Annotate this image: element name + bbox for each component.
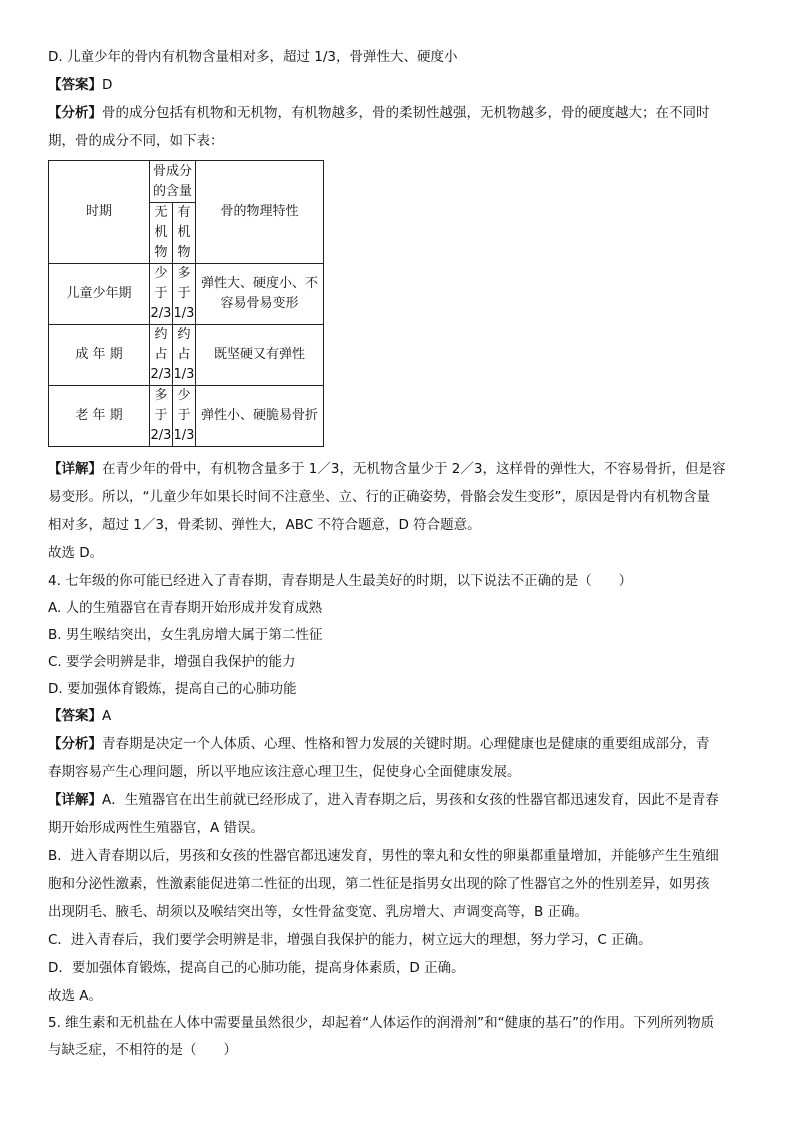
detail-tag: 【详解】 (48, 792, 102, 808)
cell-char: 约 (177, 327, 191, 342)
analysis-4-line (48, 734, 748, 754)
cell-char: 于 (154, 408, 168, 423)
table-row (49, 386, 324, 447)
row-organic (173, 325, 196, 386)
answer-tag: 【答案】 (48, 708, 102, 724)
choice-line: 故选 D。 (48, 545, 104, 561)
cell-char: 约 (154, 327, 168, 342)
analysis-4-line-2: 春期容易产生心理问题，所以平地应该注意心理卫生，促使身心全面健康发展。 (48, 764, 521, 780)
detail-4-line-5: 出现阴毛、腋毛、胡须以及喉结突出等，女性骨盆变宽、乳房增大、声调变高等，B 正确。 (48, 904, 589, 920)
cell-char: 1/3 (173, 306, 195, 321)
question-4-option-c: C. 要学会明辨是非，增强自我保护的能力 (48, 654, 296, 670)
cell-char: 少 (177, 388, 191, 403)
detail-4-line-4: 胞和分泌性激素，性激素能促进第二性征的出现，第二性征是指男女出现的除了性器官之外的性别差异，如男孩 (48, 876, 710, 892)
cell-char: 2/3 (150, 306, 172, 321)
header-property: 骨的物理特性 (196, 161, 324, 264)
header-content-line-1: 骨成分 (152, 163, 192, 179)
row-organic (173, 264, 196, 325)
answer-text: A (102, 708, 112, 724)
cell-char: 多 (154, 388, 168, 403)
header-inorganic-char: 机 (154, 225, 168, 240)
row-property: 弹性小、硬脆易骨折 (196, 386, 324, 447)
cell-char: 于 (177, 286, 191, 301)
cell-char: 于 (177, 408, 191, 423)
header-inorganic (150, 203, 173, 264)
cell-char: 占 (154, 347, 168, 362)
cell-char: 多 (177, 266, 191, 281)
question-4-option-b: B. 男生喉结突出，女生乳房增大属于第二性征 (48, 627, 323, 643)
header-inorganic-char: 无 (154, 205, 168, 220)
header-period: 时期 (49, 161, 150, 264)
analysis-tag: 【分析】 (48, 105, 102, 121)
header-content (150, 161, 196, 203)
detail-line-2: 易变形。所以，“儿童少年如果长时间不注意坐、立、行的正确姿势，骨骼会发生变形”，原因是骨内有机物含量 (48, 489, 710, 505)
detail-4-line-7: D．要加强体育锻炼，提高自己的心肺功能，提高身体素质，D 正确。 (48, 960, 465, 976)
row-property (196, 264, 324, 325)
detail-4-line-6: C．进入青春后，我们要学会明辨是非，增强自我保护的能力，树立远大的理想，努力学习，C 正确。 (48, 932, 652, 948)
row-inorganic (150, 386, 173, 447)
answer-line (48, 75, 748, 95)
detail-tag: 【详解】 (48, 461, 102, 477)
detail-text: A．生殖器官在出生前就已经形成了，进入青春期之后，男孩和女孩的性器官都迅速发育，因此不是青春 (102, 792, 719, 808)
cell-char: 1/3 (173, 367, 195, 382)
question-4-option-d: D. 要加强体育锻炼，提高自己的心肺功能 (48, 681, 297, 697)
table-row (49, 325, 324, 386)
table-row (49, 264, 324, 325)
question-4: 4. 七年级的你可能已经进入了青春期，青春期是人生最美好的时期，以下说法不正确的是（ ） (48, 573, 633, 589)
row-period: 成 年 期 (49, 325, 150, 386)
row-inorganic (150, 264, 173, 325)
analysis-line (48, 103, 748, 123)
property-line: 容易骨易变形 (220, 296, 299, 311)
question-4-option-a: A. 人的生殖器官在青春期开始形成并发育成熟 (48, 600, 323, 616)
detail-4-line-3: B．进入青春期以后，男孩和女孩的性器官都迅速发育，男性的睾丸和女性的卵巢都重量增加，并能够产生生殖细 (48, 848, 719, 864)
header-organic-char: 机 (177, 225, 191, 240)
analysis-text: 青春期是决定一个人体质、心理、性格和智力发展的关键时期。心理健康也是健康的重要组成部分，青 (102, 736, 710, 752)
detail-4-line (48, 790, 748, 810)
detail-line-3: 相对多，超过 1／3，骨柔韧、弹性大，ABC 不符合题意，D 符合题意。 (48, 517, 481, 533)
detail-4-line-2: 期开始形成两性生殖器官，A 错误。 (48, 820, 265, 836)
answer-text: D (102, 77, 113, 93)
detail-line (48, 459, 748, 479)
detail-text: 在青少年的骨中，有机物含量多于 1／3，无机物含量少于 2／3，这样骨的弹性大，不容易骨折，但是容 (102, 461, 726, 477)
header-content-line-2: 的含量 (152, 183, 192, 199)
header-organic-char: 物 (177, 245, 191, 260)
property-line: 弹性大、硬度小、不 (200, 276, 318, 291)
cell-char: 2/3 (150, 428, 172, 443)
header-organic (173, 203, 196, 264)
row-property: 既坚硬又有弹性 (196, 325, 324, 386)
cell-char: 占 (177, 347, 191, 362)
cell-char: 于 (154, 286, 168, 301)
choice-4-line: 故选 A。 (48, 988, 103, 1004)
question-5: 5. 维生素和无机盐在人体中需要量虽然很少，却起着“人体运作的润滑剂”和“健康的基石”的作用。下列所列物质 (48, 1015, 715, 1031)
question-5-line-2: 与缺乏症，不相符的是（ ） (48, 1042, 237, 1058)
cell-char: 1/3 (173, 428, 195, 443)
cell-char: 2/3 (150, 367, 172, 382)
header-inorganic-char: 物 (154, 245, 168, 260)
bone-composition-table (48, 160, 324, 447)
cell-char: 少 (154, 266, 168, 281)
row-period: 儿童少年期 (49, 264, 150, 325)
row-inorganic (150, 325, 173, 386)
analysis-line-2: 期，骨的成分不同，如下表： (48, 133, 224, 149)
analysis-tag: 【分析】 (48, 736, 102, 752)
answer-tag: 【答案】 (48, 77, 102, 93)
answer-4-line (48, 706, 748, 726)
header-organic-char: 有 (177, 205, 191, 220)
option-d-line: D. 儿童少年的骨内有机物含量相对多，超过 1/3，骨弹性大、硬度小 (48, 49, 458, 65)
analysis-text: 骨的成分包括有机物和无机物，有机物越多，骨的柔韧性越强，无机物越多，骨的硬度越大；在不同时 (102, 105, 710, 121)
row-organic (173, 386, 196, 447)
row-period: 老 年 期 (49, 386, 150, 447)
